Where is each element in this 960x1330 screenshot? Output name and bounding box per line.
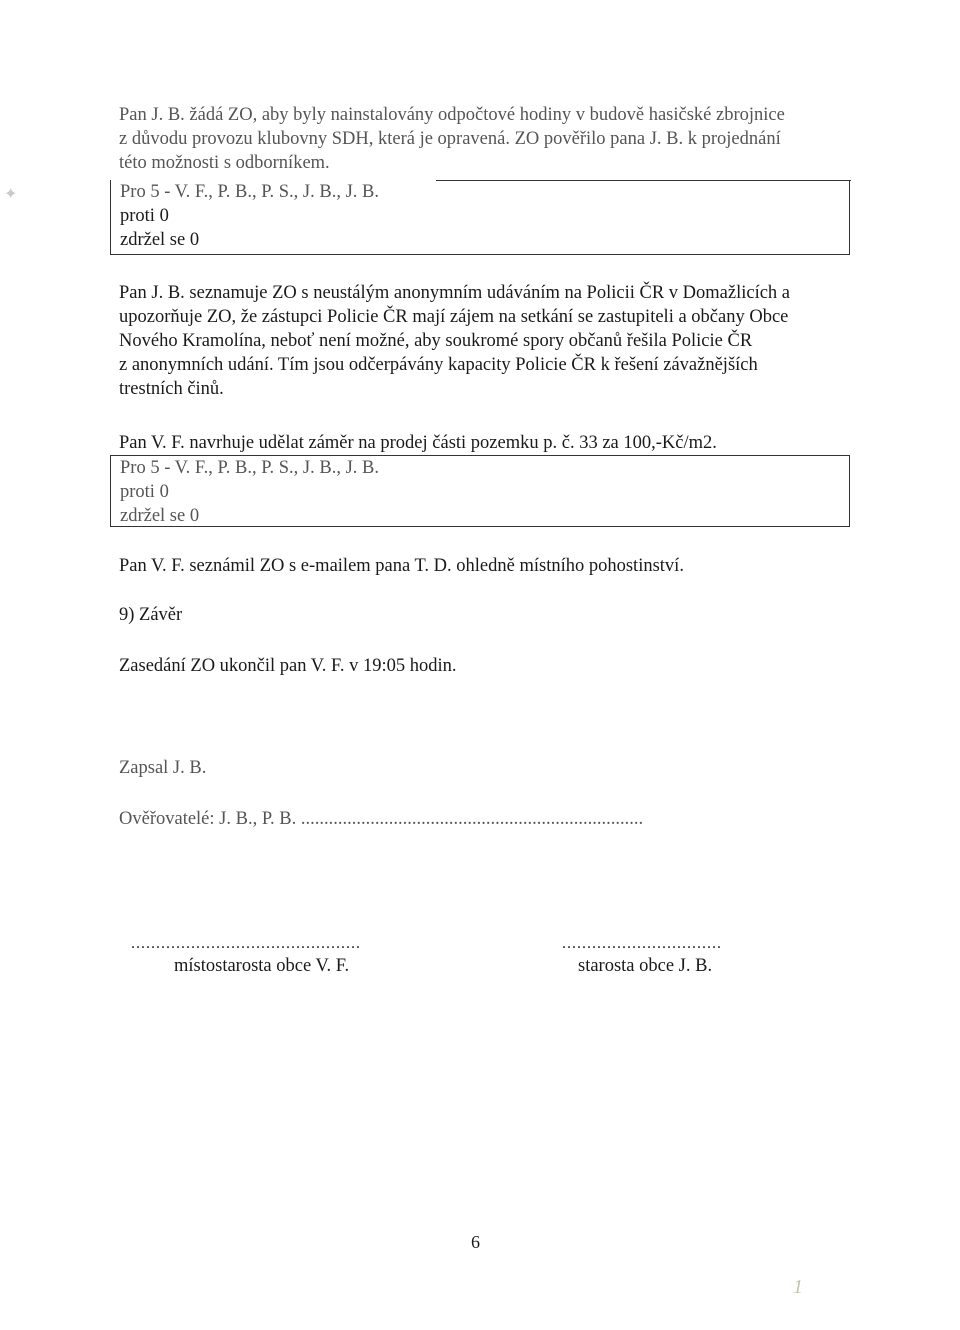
text-line: Zasedání ZO ukončil pan V. F. v 19:05 hodin. [119, 656, 457, 676]
box-top-rule [436, 180, 851, 181]
vote-abstain: zdržel se 0 [120, 230, 200, 250]
text-line: této možnosti s odborníkem. [119, 153, 330, 173]
closing-statement [119, 654, 841, 678]
text-line: Ověřovatelé: J. B., P. B. .......................................................................... [119, 809, 644, 829]
vote-for: Pro 5 - V. F., P. B., P. S., J. B., J. B. [120, 182, 379, 202]
vote-for: Pro 5 - V. F., P. B., P. S., J. B., J. B. [120, 458, 379, 478]
heading-text: 9) Závěr [119, 605, 183, 625]
text-line: Zapsal J. B. [119, 758, 207, 778]
text-line: z důvodu provozu klubovny SDH, která je opravená. ZO pověřilo pana J. B. k projednání [119, 129, 781, 149]
paragraph-clock-request [119, 103, 841, 175]
text-line: Pan J. B. žádá ZO, aby byly nainstalovány odpočtové hodiny v budově hasičské zbrojnice [119, 105, 785, 125]
section-heading [119, 603, 841, 627]
vote-result-box [110, 180, 850, 255]
vote-against: proti 0 [120, 482, 169, 502]
pencil-mark: 1 [793, 1276, 803, 1298]
verifiers [119, 807, 841, 831]
text-line: Pan J. B. seznamuje ZO s neustálým anonymním udáváním na Policii ČR v Domažlicích a [119, 283, 791, 303]
signature-line-left: .............................................. [131, 935, 361, 952]
recorded-by [119, 756, 841, 780]
text-line: upozorňuje ZO, že zástupci Policie ČR mají zájem na setkání se zastupiteli a občany Obce [119, 307, 789, 327]
text-line: trestních činů. [119, 379, 224, 399]
vote-abstain: zdržel se 0 [120, 506, 200, 526]
text-line: z anonymních udání. Tím jsou odčerpávány kapacity Policie ČR k řešení závažnějších [119, 355, 758, 375]
text-line: Pan V. F. seznámil ZO s e-mailem pana T. D. ohledně místního pohostinství. [119, 556, 684, 576]
page-number: 6 [471, 1232, 480, 1252]
paragraph-land-sale [119, 431, 841, 455]
paragraph-email [119, 554, 841, 578]
vote-against: proti 0 [120, 206, 169, 226]
vote-result-box [110, 455, 850, 527]
text-line: Nového Kramolína, neboť není možné, aby soukromé spory občanů řešila Policie ČR [119, 331, 753, 351]
signature-label-left: místostarosta obce V. F. [174, 956, 350, 976]
text-line: Pan V. F. navrhuje udělat záměr na prodej části pozemku p. č. 33 za 100,-Kč/m2. [119, 433, 717, 453]
signature-line-right: ................................ [562, 935, 722, 952]
paragraph-police-reports [119, 281, 841, 401]
signature-label-right: starosta obce J. B. [578, 956, 713, 976]
scan-speck: ✦ [4, 186, 18, 203]
